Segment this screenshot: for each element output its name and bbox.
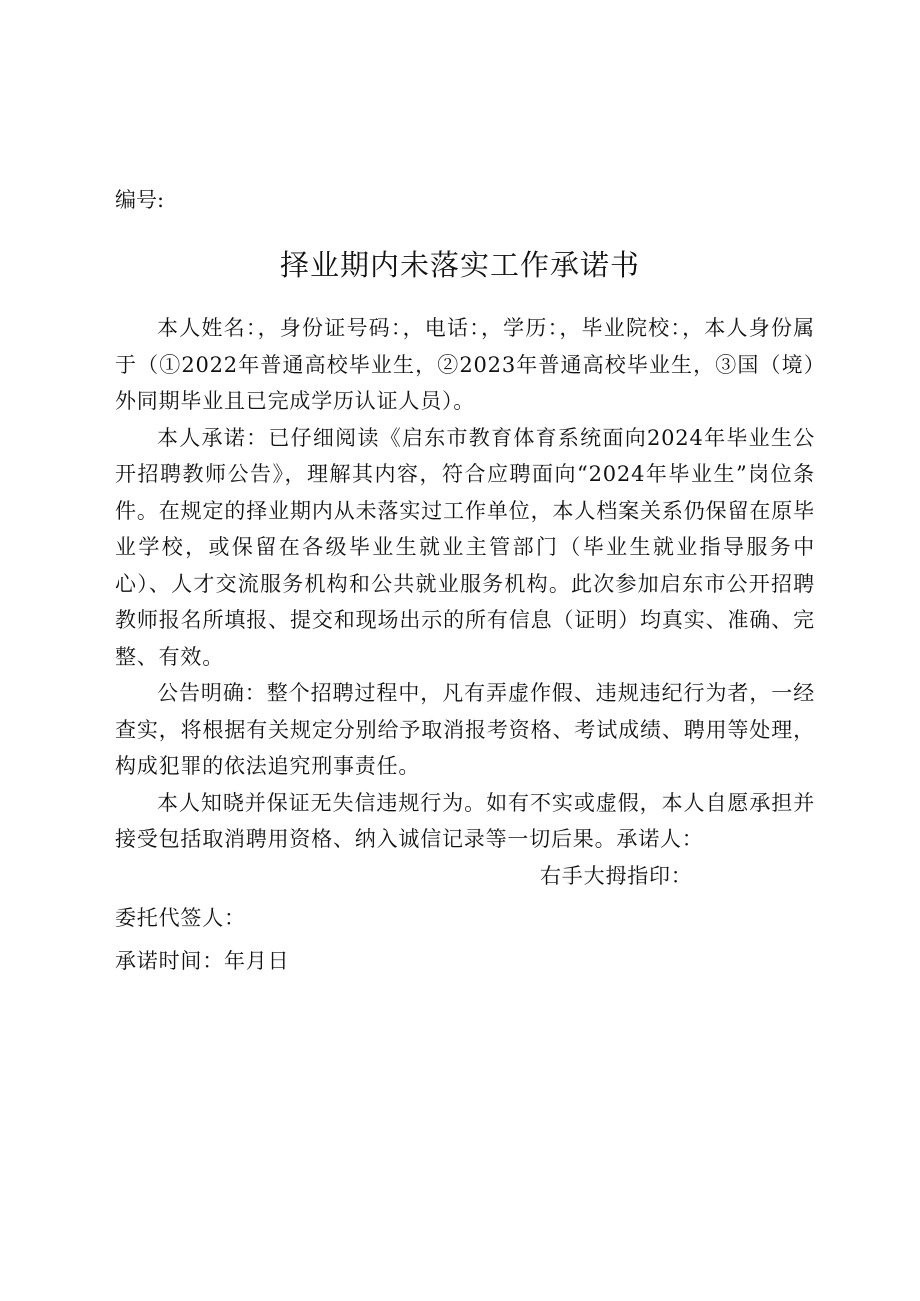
thumbprint-label: 右手大拇指印： — [540, 863, 693, 888]
paragraph-announcement: 公告明确：整个招聘过程中，凡有弄虚作假、违规违纪行为者，一经查实，将根据有关规定分别给予取消报考资格、考试成绩、聘用等处理，构成犯罪的依法追究刑事责任。 — [115, 681, 815, 778]
commitment-date-label: 承诺时间：年月日 — [115, 948, 290, 973]
paragraph-personal-info: 本人姓名：，身份证号码：，电话：，学历：，毕业院校：，本人身份属于（①2022年普通高校毕业生，②2023年普通高校毕业生，③国（境）外同期毕业且已完成学历认证人员）。 — [115, 316, 815, 413]
paragraph-acknowledgement: 本人知晓并保证无失信违规行为。如有不实或虚假，本人自愿承担并接受包括取消聘用资格、纳入诚信记录等一切后果。承诺人： — [115, 790, 815, 851]
serial-number-label: 编号: — [115, 188, 165, 212]
document-body — [115, 310, 815, 979]
paragraph-commitment: 本人承诺：已仔细阅读《启东市教育体育系统面向2024年毕业生公开招聘教师公告》，理解其内容，符合应聘面向“2024年毕业生”岗位条件。在规定的择业期内从未落实过工作单位，本人档案关系仍保留在原毕业学校，或保留在各级毕业生就业主管部门（毕业生就业指导服务中心）、人才交流服务机构和公共就业服务机构。此次参加启东市公开招聘教师报名所填报、提交和现场出示的所有信息（证明）均真实、准确、完整、有效。 — [115, 425, 815, 669]
document-title: 择业期内未落实工作承诺书 — [279, 248, 640, 282]
proxy-signer-label: 委托代签人： — [115, 906, 246, 930]
